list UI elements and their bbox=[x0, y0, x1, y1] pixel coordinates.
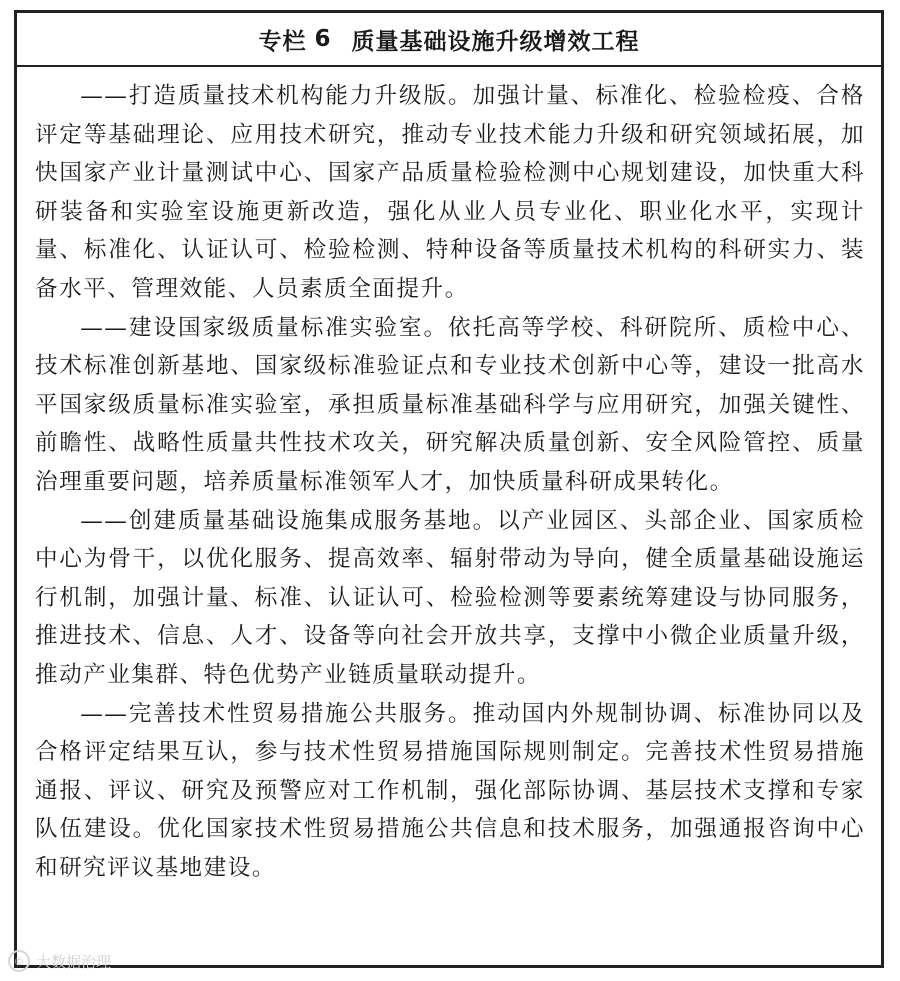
paragraph-service-bases: ——创建质量基础设施集成服务基地。以产业园区、头部企业、国家质检中心为骨干，以优化服务、提高效率、辐射带动为导向，健全质量基础设施运行机制，加强计量、标准、认证认可、检验检测等要素统筹建设与协同服务，推进技术、信息、人才、设备等向社会开放共享，支撑中小微企业质量升级，推动产业集群、特色优势产业链质量联动提升。 bbox=[35, 507, 865, 688]
box-label: 专栏 bbox=[258, 28, 307, 55]
watermark bbox=[8, 950, 111, 972]
paragraph-national-labs: ——建设国家级质量标准实验室。依托高等学校、科研院所、质检中心、技术标准创新基地、国家级标准验证点和专业技术创新中心等，建设一批高水平国家级质量标准实验室，承担质量标准基础科学与应用研究，加强关键性、前瞻性、战略性质量共性技术攻关，研究解决质量创新、安全风险管控、质量治理重要问题，培养质量标准领军人才，加快质量科研成果转化。 bbox=[35, 314, 865, 495]
box-body bbox=[17, 67, 881, 887]
box-title: 质量基础设施升级增效工程 bbox=[351, 28, 640, 55]
watermark-text: 大数据治理 bbox=[36, 952, 112, 971]
paragraph-trade-measures: ——完善技术性贸易措施公共服务。推动国内外规制协调、标准协同以及合格评定结果互认，参与技术性贸易措施国际规则制定。完善技术性贸易措施通报、评议、研究及预警应对工作机制，强化部际协调、基层技术支撑和专家队伍建设。优化国家技术性贸易措施公共信息和技术服务，加强通报咨询中心和研究评议基地建设。 bbox=[35, 700, 865, 881]
feature-box bbox=[14, 10, 884, 968]
box-header bbox=[17, 13, 881, 67]
paragraph-tech-institutions: ——打造质量技术机构能力升级版。加强计量、标准化、检验检疫、合格评定等基础理论、应用技术研究，推动专业技术能力升级和研究领域拓展，加快国家产业计量测试中心、国家产品质量检验检测中心规划建设，加快重大科研装备和实验室设施更新改造，强化从业人员专业化、职业化水平，实现计量、标准化、认证认可、检验检测、特种设备等质量技术机构的科研实力、装备水平、管理效能、人员素质全面提升。 bbox=[35, 83, 865, 302]
box-number: 6 bbox=[314, 26, 332, 52]
watermark-logo-icon: © bbox=[8, 950, 30, 972]
